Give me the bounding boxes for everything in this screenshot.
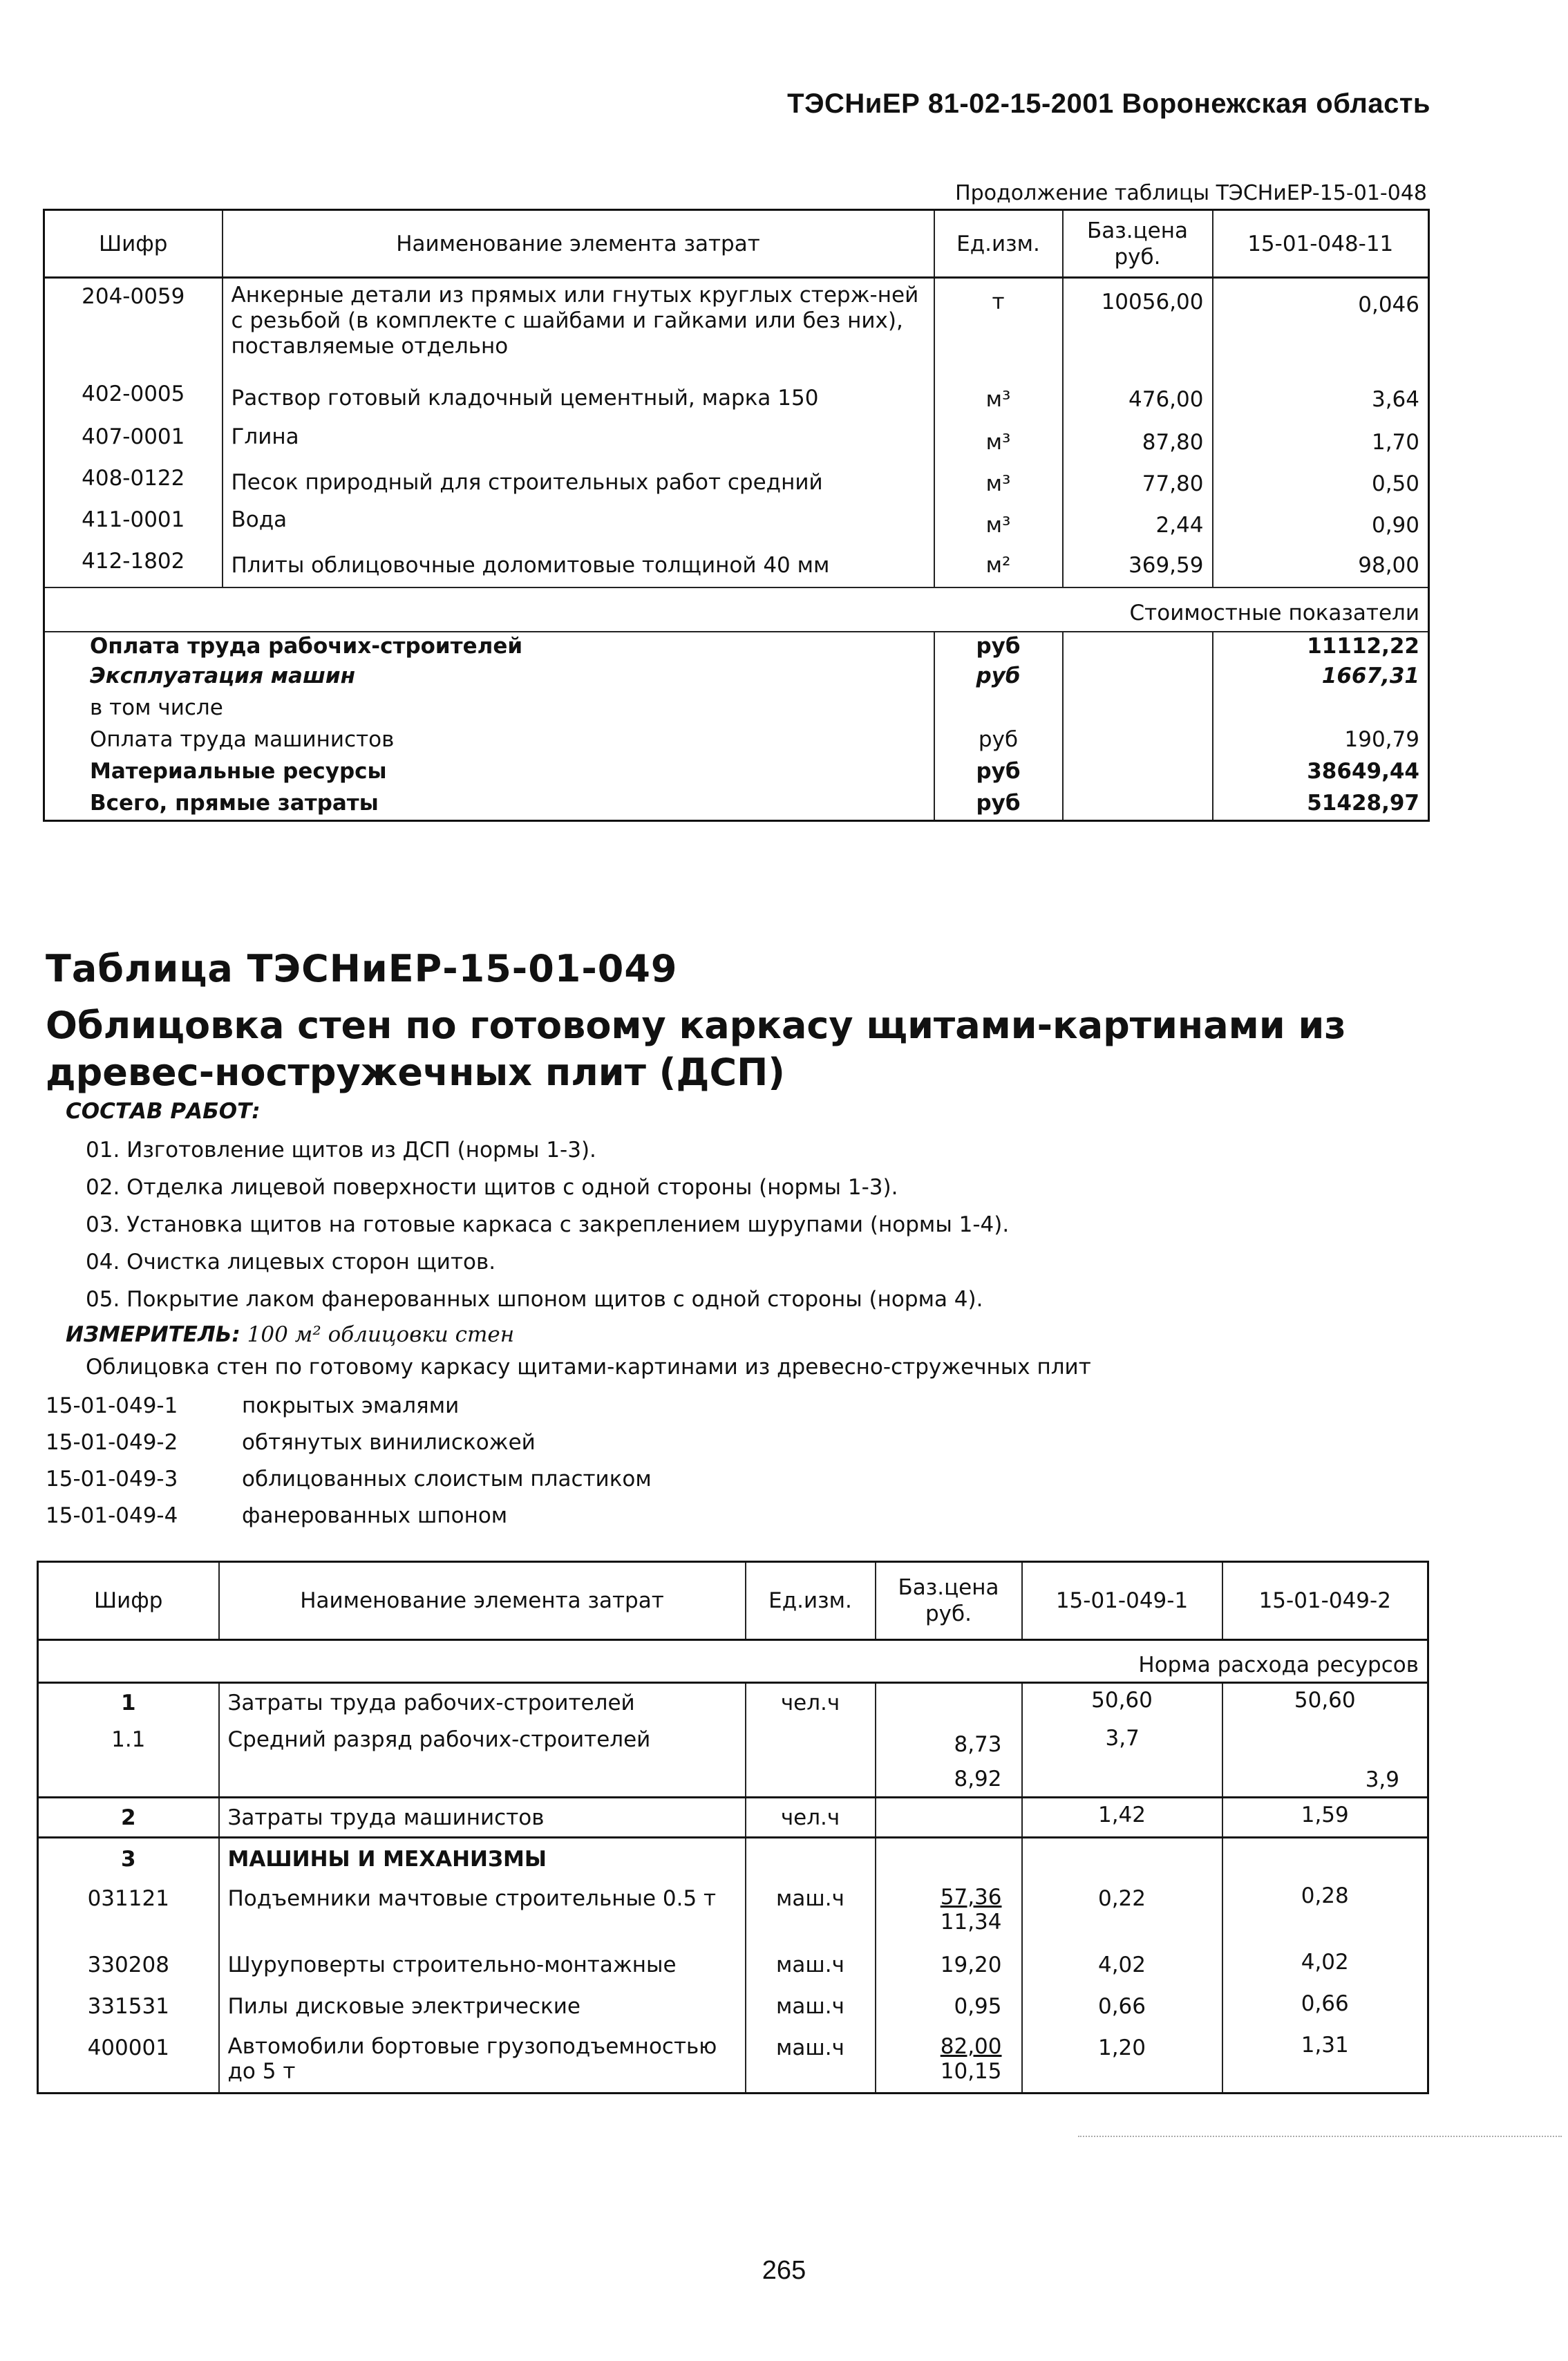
work-item: 04. Очистка лицевых сторон щитов. bbox=[86, 1250, 496, 1274]
table-row bbox=[44, 278, 1429, 380]
price-cell: 19,20 bbox=[876, 1944, 1022, 1986]
price-value: 57,36 bbox=[940, 1884, 1002, 1910]
value-cell: 0,28 bbox=[1222, 1878, 1428, 1944]
cost-indicators-header: Стоимостные показатели bbox=[44, 587, 1429, 632]
name-cell: Автомобили бортовые грузоподъемностью до 5 т bbox=[219, 2027, 746, 2094]
cost-label: в том числе bbox=[90, 695, 223, 720]
table-row bbox=[38, 1944, 1428, 1986]
running-header: ТЭСНиЕР 81-02-15-2001 Воронежская область bbox=[787, 88, 1430, 119]
code-cell: 1 bbox=[38, 1683, 219, 1723]
cost-row bbox=[44, 789, 1429, 821]
code-cell: 411-0001 bbox=[82, 507, 185, 532]
name-cell: Раствор готовый кладочный цементный, марка 150 bbox=[223, 380, 934, 423]
unit-cell: чел.ч bbox=[746, 1683, 876, 1723]
cost-empty bbox=[1063, 694, 1213, 726]
table-row bbox=[44, 547, 1429, 587]
price-value: 11,34 bbox=[940, 1909, 1002, 1935]
cost-value bbox=[1213, 694, 1429, 726]
cost-unit: руб bbox=[934, 726, 1063, 758]
price-value: 10,15 bbox=[940, 2058, 1002, 2084]
code-cell: 408-0122 bbox=[82, 465, 185, 491]
value-cell bbox=[1222, 1838, 1428, 1878]
scan-artifact-divider bbox=[1078, 2136, 1562, 2137]
norm-code: 15-01-049-2 bbox=[46, 1430, 178, 1455]
table-caption: Продолжение таблицы ТЭСНиЕР-15-01-048 bbox=[955, 181, 1427, 205]
col-header: Наименование элемента затрат bbox=[223, 210, 934, 278]
code-cell: 407-0001 bbox=[82, 424, 185, 449]
value-cell: 98,00 bbox=[1213, 547, 1429, 587]
col-header: Шифр bbox=[44, 210, 223, 278]
measure-line bbox=[66, 1322, 514, 1347]
cost-label: Всего, прямые затраты bbox=[90, 790, 379, 816]
value-cell: 4,02 bbox=[1022, 1944, 1222, 1986]
price-cell: 10056,00 bbox=[1063, 278, 1213, 380]
value-cell: 3,7 bbox=[1022, 1723, 1222, 1798]
cost-empty bbox=[1063, 758, 1213, 789]
cost-value: 51428,97 bbox=[1213, 789, 1429, 821]
value-cell: 1,59 bbox=[1222, 1798, 1428, 1838]
code-cell: 400001 bbox=[87, 2035, 169, 2060]
value-cell: 3,64 bbox=[1213, 380, 1429, 423]
name-cell: Анкерные детали из прямых или гнутых круглых стерж-ней с резьбой (в комплекте с шайбами и гайками или без них), поставляемые отдельно bbox=[223, 278, 934, 380]
value-cell: 0,66 bbox=[1222, 1986, 1428, 2027]
unit-cell: м³ bbox=[934, 506, 1063, 547]
value-cell: 50,60 bbox=[1222, 1683, 1428, 1723]
unit-cell: маш.ч bbox=[746, 1944, 876, 1986]
price-cell bbox=[876, 1683, 1022, 1723]
price-cell bbox=[876, 1878, 1022, 1944]
unit-cell: маш.ч bbox=[746, 2027, 876, 2094]
cost-row bbox=[44, 758, 1429, 789]
price-cell bbox=[876, 1798, 1022, 1838]
col-header: 15-01-049-1 bbox=[1022, 1562, 1222, 1640]
price-value: 8,73 bbox=[954, 1731, 1002, 1757]
col-header: 15-01-049-2 bbox=[1222, 1562, 1428, 1640]
price-cell bbox=[876, 1723, 1022, 1798]
resources-table-049 bbox=[37, 1561, 1429, 2094]
norm-header: Норма расхода ресурсов bbox=[1138, 1653, 1419, 1677]
table-row bbox=[38, 1798, 1428, 1838]
col-header: Баз.цена руб. bbox=[876, 1562, 1022, 1640]
cost-unit: руб bbox=[934, 632, 1063, 662]
cost-label: Эксплуатация машин bbox=[90, 663, 356, 688]
work-item: 05. Покрытие лаком фанерованных шпоном щитов с одной стороны (норма 4). bbox=[86, 1287, 983, 1312]
name-cell: Пилы дисковые электрические bbox=[219, 1986, 746, 2027]
name-cell: Подъемники мачтовые строительные 0.5 т bbox=[219, 1878, 746, 1944]
col-header: Наименование элемента затрат bbox=[219, 1562, 746, 1640]
table-row bbox=[38, 2027, 1428, 2094]
cost-value: 11112,22 bbox=[1213, 632, 1429, 662]
price-value: 8,92 bbox=[954, 1766, 1002, 1791]
works-label: СОСТАВ РАБОТ: bbox=[66, 1099, 261, 1124]
price-cell bbox=[876, 2027, 1022, 2094]
cost-empty bbox=[1063, 726, 1213, 758]
value-cell: 1,70 bbox=[1213, 423, 1429, 464]
code-cell: 031121 bbox=[87, 1885, 169, 1911]
value-cell: 0,66 bbox=[1022, 1986, 1222, 2027]
section-header-row bbox=[38, 1640, 1428, 1683]
unit-cell: маш.ч bbox=[746, 1986, 876, 2027]
norm-name: покрытых эмалями bbox=[242, 1393, 460, 1418]
cost-value: 1667,31 bbox=[1213, 662, 1429, 694]
unit-cell: м³ bbox=[934, 423, 1063, 464]
unit-cell: маш.ч bbox=[746, 1878, 876, 1944]
col-header: Ед.изм. bbox=[934, 210, 1063, 278]
price-cell: 476,00 bbox=[1063, 380, 1213, 423]
value-cell: 1,31 bbox=[1222, 2027, 1428, 2094]
price-cell: 369,59 bbox=[1063, 547, 1213, 587]
table-row bbox=[44, 423, 1429, 464]
code-cell: 204-0059 bbox=[82, 284, 185, 309]
section-header-row bbox=[44, 587, 1429, 632]
value-cell: 3,9 bbox=[1222, 1723, 1428, 1798]
cost-label: Оплата труда машинистов bbox=[90, 726, 395, 752]
col-header: Баз.цена руб. bbox=[1063, 210, 1213, 278]
table-row bbox=[38, 1986, 1428, 2027]
name-cell: Затраты труда машинистов bbox=[219, 1798, 746, 1838]
name-cell: Затраты труда рабочих-строителей bbox=[219, 1683, 746, 1723]
value-cell: 0,50 bbox=[1213, 464, 1429, 506]
table-row bbox=[44, 464, 1429, 506]
norm-description: Облицовка стен по готовому каркасу щитами-картинами из древесно-стружечных плит bbox=[86, 1355, 1091, 1380]
norm-name: фанерованных шпоном bbox=[242, 1503, 508, 1528]
table-row bbox=[44, 380, 1429, 423]
value-cell: 1,20 bbox=[1022, 2027, 1222, 2094]
value-cell: 1,42 bbox=[1022, 1798, 1222, 1838]
cost-unit: руб bbox=[934, 758, 1063, 789]
unit-cell: м³ bbox=[934, 380, 1063, 423]
name-cell: Плиты облицовочные доломитовые толщиной 40 мм bbox=[223, 547, 934, 587]
price-cell bbox=[876, 1838, 1022, 1878]
table-row bbox=[38, 1838, 1428, 1878]
cost-empty bbox=[1063, 632, 1213, 662]
cost-row bbox=[44, 694, 1429, 726]
table-row bbox=[38, 1723, 1428, 1798]
col-header: Ед.изм. bbox=[746, 1562, 876, 1640]
col-header: Шифр bbox=[38, 1562, 219, 1640]
cost-unit: руб bbox=[934, 662, 1063, 694]
cost-row bbox=[44, 662, 1429, 694]
norm-name: обтянутых винилискожей bbox=[242, 1430, 536, 1455]
cost-label: Оплата труда рабочих-строителей bbox=[44, 632, 934, 662]
value-cell: 50,60 bbox=[1022, 1683, 1222, 1723]
table-row bbox=[38, 1878, 1428, 1944]
norm-code: 15-01-049-3 bbox=[46, 1467, 178, 1492]
unit-cell: м³ bbox=[934, 464, 1063, 506]
value-cell: 4,02 bbox=[1222, 1944, 1428, 1986]
measure-label: ИЗМЕРИТЕЛЬ: bbox=[66, 1322, 240, 1347]
unit-cell bbox=[746, 1838, 876, 1878]
cost-row bbox=[44, 726, 1429, 758]
code-cell: 330208 bbox=[87, 1952, 169, 1977]
cost-label: Материальные ресурсы bbox=[90, 758, 387, 784]
page-number: 265 bbox=[762, 2256, 806, 2285]
name-cell: Песок природный для строительных работ средний bbox=[223, 464, 934, 506]
code-cell: 412-1802 bbox=[82, 548, 185, 574]
table-title: Таблица ТЭСНиЕР-15-01-049 bbox=[46, 947, 678, 990]
value-cell: 0,22 bbox=[1022, 1878, 1222, 1944]
cost-unit bbox=[934, 694, 1063, 726]
work-item: 02. Отделка лицевой поверхности щитов с одной стороны (нормы 1-3). bbox=[86, 1175, 898, 1200]
work-item: 01. Изготовление щитов из ДСП (нормы 1-3). bbox=[86, 1138, 596, 1163]
work-item: 03. Установка щитов на готовые каркаса с закреплением шурупами (нормы 1-4). bbox=[86, 1212, 1010, 1237]
unit-cell: чел.ч bbox=[746, 1798, 876, 1838]
resources-table-048 bbox=[43, 209, 1430, 822]
col-header: 15-01-048-11 bbox=[1213, 210, 1429, 278]
price-value: 82,00 bbox=[940, 2033, 1002, 2059]
code-cell: 3 bbox=[38, 1838, 219, 1878]
price-cell: 77,80 bbox=[1063, 464, 1213, 506]
code-cell: 1.1 bbox=[111, 1727, 146, 1752]
cost-value: 190,79 bbox=[1213, 726, 1429, 758]
value-cell bbox=[1022, 1838, 1222, 1878]
cost-value: 38649,44 bbox=[1213, 758, 1429, 789]
price-cell: 87,80 bbox=[1063, 423, 1213, 464]
measure-value: 100 м² облицовки стен bbox=[247, 1322, 515, 1347]
table-row bbox=[44, 506, 1429, 547]
name-cell: Средний разряд рабочих-строителей bbox=[219, 1723, 746, 1798]
cost-row bbox=[44, 632, 1429, 662]
section-title: Облицовка стен по готовому каркасу щитами-картинами из древес-ностружечных плит (ДСП) bbox=[46, 1004, 1346, 1094]
code-cell: 331531 bbox=[87, 1993, 169, 2019]
norm-code: 15-01-049-4 bbox=[46, 1503, 178, 1528]
name-cell: МАШИНЫ И МЕХАНИЗМЫ bbox=[219, 1838, 746, 1878]
unit-cell bbox=[746, 1723, 876, 1798]
norm-code: 15-01-049-1 bbox=[46, 1393, 178, 1418]
name-cell: Шуруповерты строительно-монтажные bbox=[219, 1944, 746, 1986]
cost-empty bbox=[1063, 789, 1213, 821]
table-header-row bbox=[38, 1562, 1428, 1640]
value-cell: 0,046 bbox=[1213, 278, 1429, 380]
unit-cell: т bbox=[934, 278, 1063, 380]
code-cell: 2 bbox=[38, 1798, 219, 1838]
name-cell: Глина bbox=[223, 423, 934, 464]
norm-name: облицованных слоистым пластиком bbox=[242, 1467, 652, 1492]
unit-cell: м² bbox=[934, 547, 1063, 587]
name-cell: Вода bbox=[223, 506, 934, 547]
table-header-row bbox=[44, 210, 1429, 278]
price-cell: 2,44 bbox=[1063, 506, 1213, 547]
price-cell: 0,95 bbox=[876, 1986, 1022, 2027]
cost-empty bbox=[1063, 662, 1213, 694]
cost-unit: руб bbox=[934, 789, 1063, 821]
code-cell: 402-0005 bbox=[82, 381, 185, 406]
value-cell: 0,90 bbox=[1213, 506, 1429, 547]
table-row bbox=[38, 1683, 1428, 1723]
